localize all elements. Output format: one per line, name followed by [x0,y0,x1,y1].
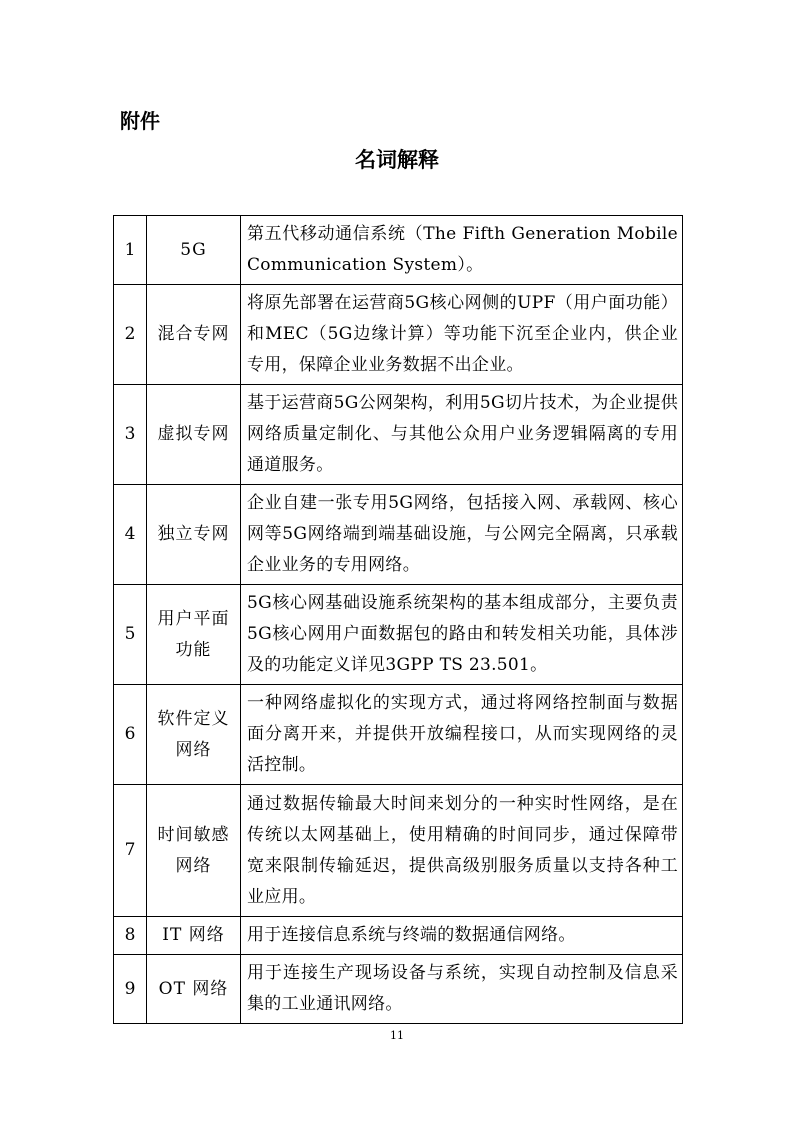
term-cell [147,285,241,385]
term-text: 软件定义网络 [157,708,230,760]
table-row [114,955,683,1024]
row-number: 6 [114,685,147,785]
row-number: 8 [114,917,147,955]
table-row [114,917,683,955]
term-cell [147,585,241,685]
term-text: 用户平面功能 [157,608,230,660]
table-row [114,685,683,785]
table-row [114,385,683,485]
term-text: 时间敏感网络 [157,824,230,876]
row-number: 4 [114,485,147,585]
definition-cell: 一种网络虚拟化的实现方式，通过将网络控制面与数据面分离开来，并提供开放编程接口，从而实现网络的灵活控制。 [241,685,683,785]
row-number: 9 [114,955,147,1024]
term-cell [147,955,241,1024]
term-text: 混合专网 [157,324,230,344]
definition-cell: 将原先部署在运营商5G核心网侧的UPF（用户面功能）和MEC（5G边缘计算）等功能下沉至企业内，供企业专用，保障企业业务数据不出企业。 [241,285,683,385]
row-number: 5 [114,585,147,685]
term-cell [147,485,241,585]
term-cell [147,785,241,917]
glossary-table [113,215,683,1024]
term-cell [147,385,241,485]
row-number: 1 [114,216,147,285]
term-text: OT 网络 [158,978,229,999]
definition-cell: 用于连接信息系统与终端的数据通信网络。 [241,917,683,955]
row-number: 7 [114,785,147,917]
term-cell [147,917,241,955]
definition-cell: 用于连接生产现场设备与系统，实现自动控制及信息采集的工业通讯网络。 [241,955,683,1024]
table-row [114,285,683,385]
page-title: 名词解释 [355,148,439,172]
definition-cell: 基于运营商5G公网架构，利用5G切片技术，为企业提供网络质量定制化、与其他公众用户业务逻辑隔离的专用通道服务。 [241,385,683,485]
page-number: 11 [390,1029,404,1042]
term-cell [147,216,241,285]
definition-cell: 通过数据传输最大时间来划分的一种实时性网络，是在传统以太网基础上，使用精确的时间同步，通过保障带宽来限制传输延迟，提供高级别服务质量以支持各种工业应用。 [241,785,683,917]
term-cell [147,685,241,785]
definition-cell: 5G核心网基础设施系统架构的基本组成部分，主要负责5G核心网用户面数据包的路由和转发相关功能，具体涉及的功能定义详见3GPP TS 23.501。 [241,585,683,685]
term-text: 虚拟专网 [157,424,230,444]
term-text: 独立专网 [157,524,230,544]
definition-cell: 企业自建一张专用5G网络，包括接入网、承载网、核心网等5G网络端到端基础设施，与公网完全隔离，只承载企业业务的专用网络。 [241,485,683,585]
term-text: IT 网络 [162,925,225,945]
table-row [114,785,683,917]
row-number: 3 [114,385,147,485]
attachment-label: 附件 [120,109,160,133]
table-row [114,585,683,685]
row-number: 2 [114,285,147,385]
table-row [114,485,683,585]
term-text: 5G [180,239,207,260]
table-row [114,216,683,285]
definition-cell: 第五代移动通信系统（The Fifth Generation Mobile Communication System）。 [241,216,683,285]
